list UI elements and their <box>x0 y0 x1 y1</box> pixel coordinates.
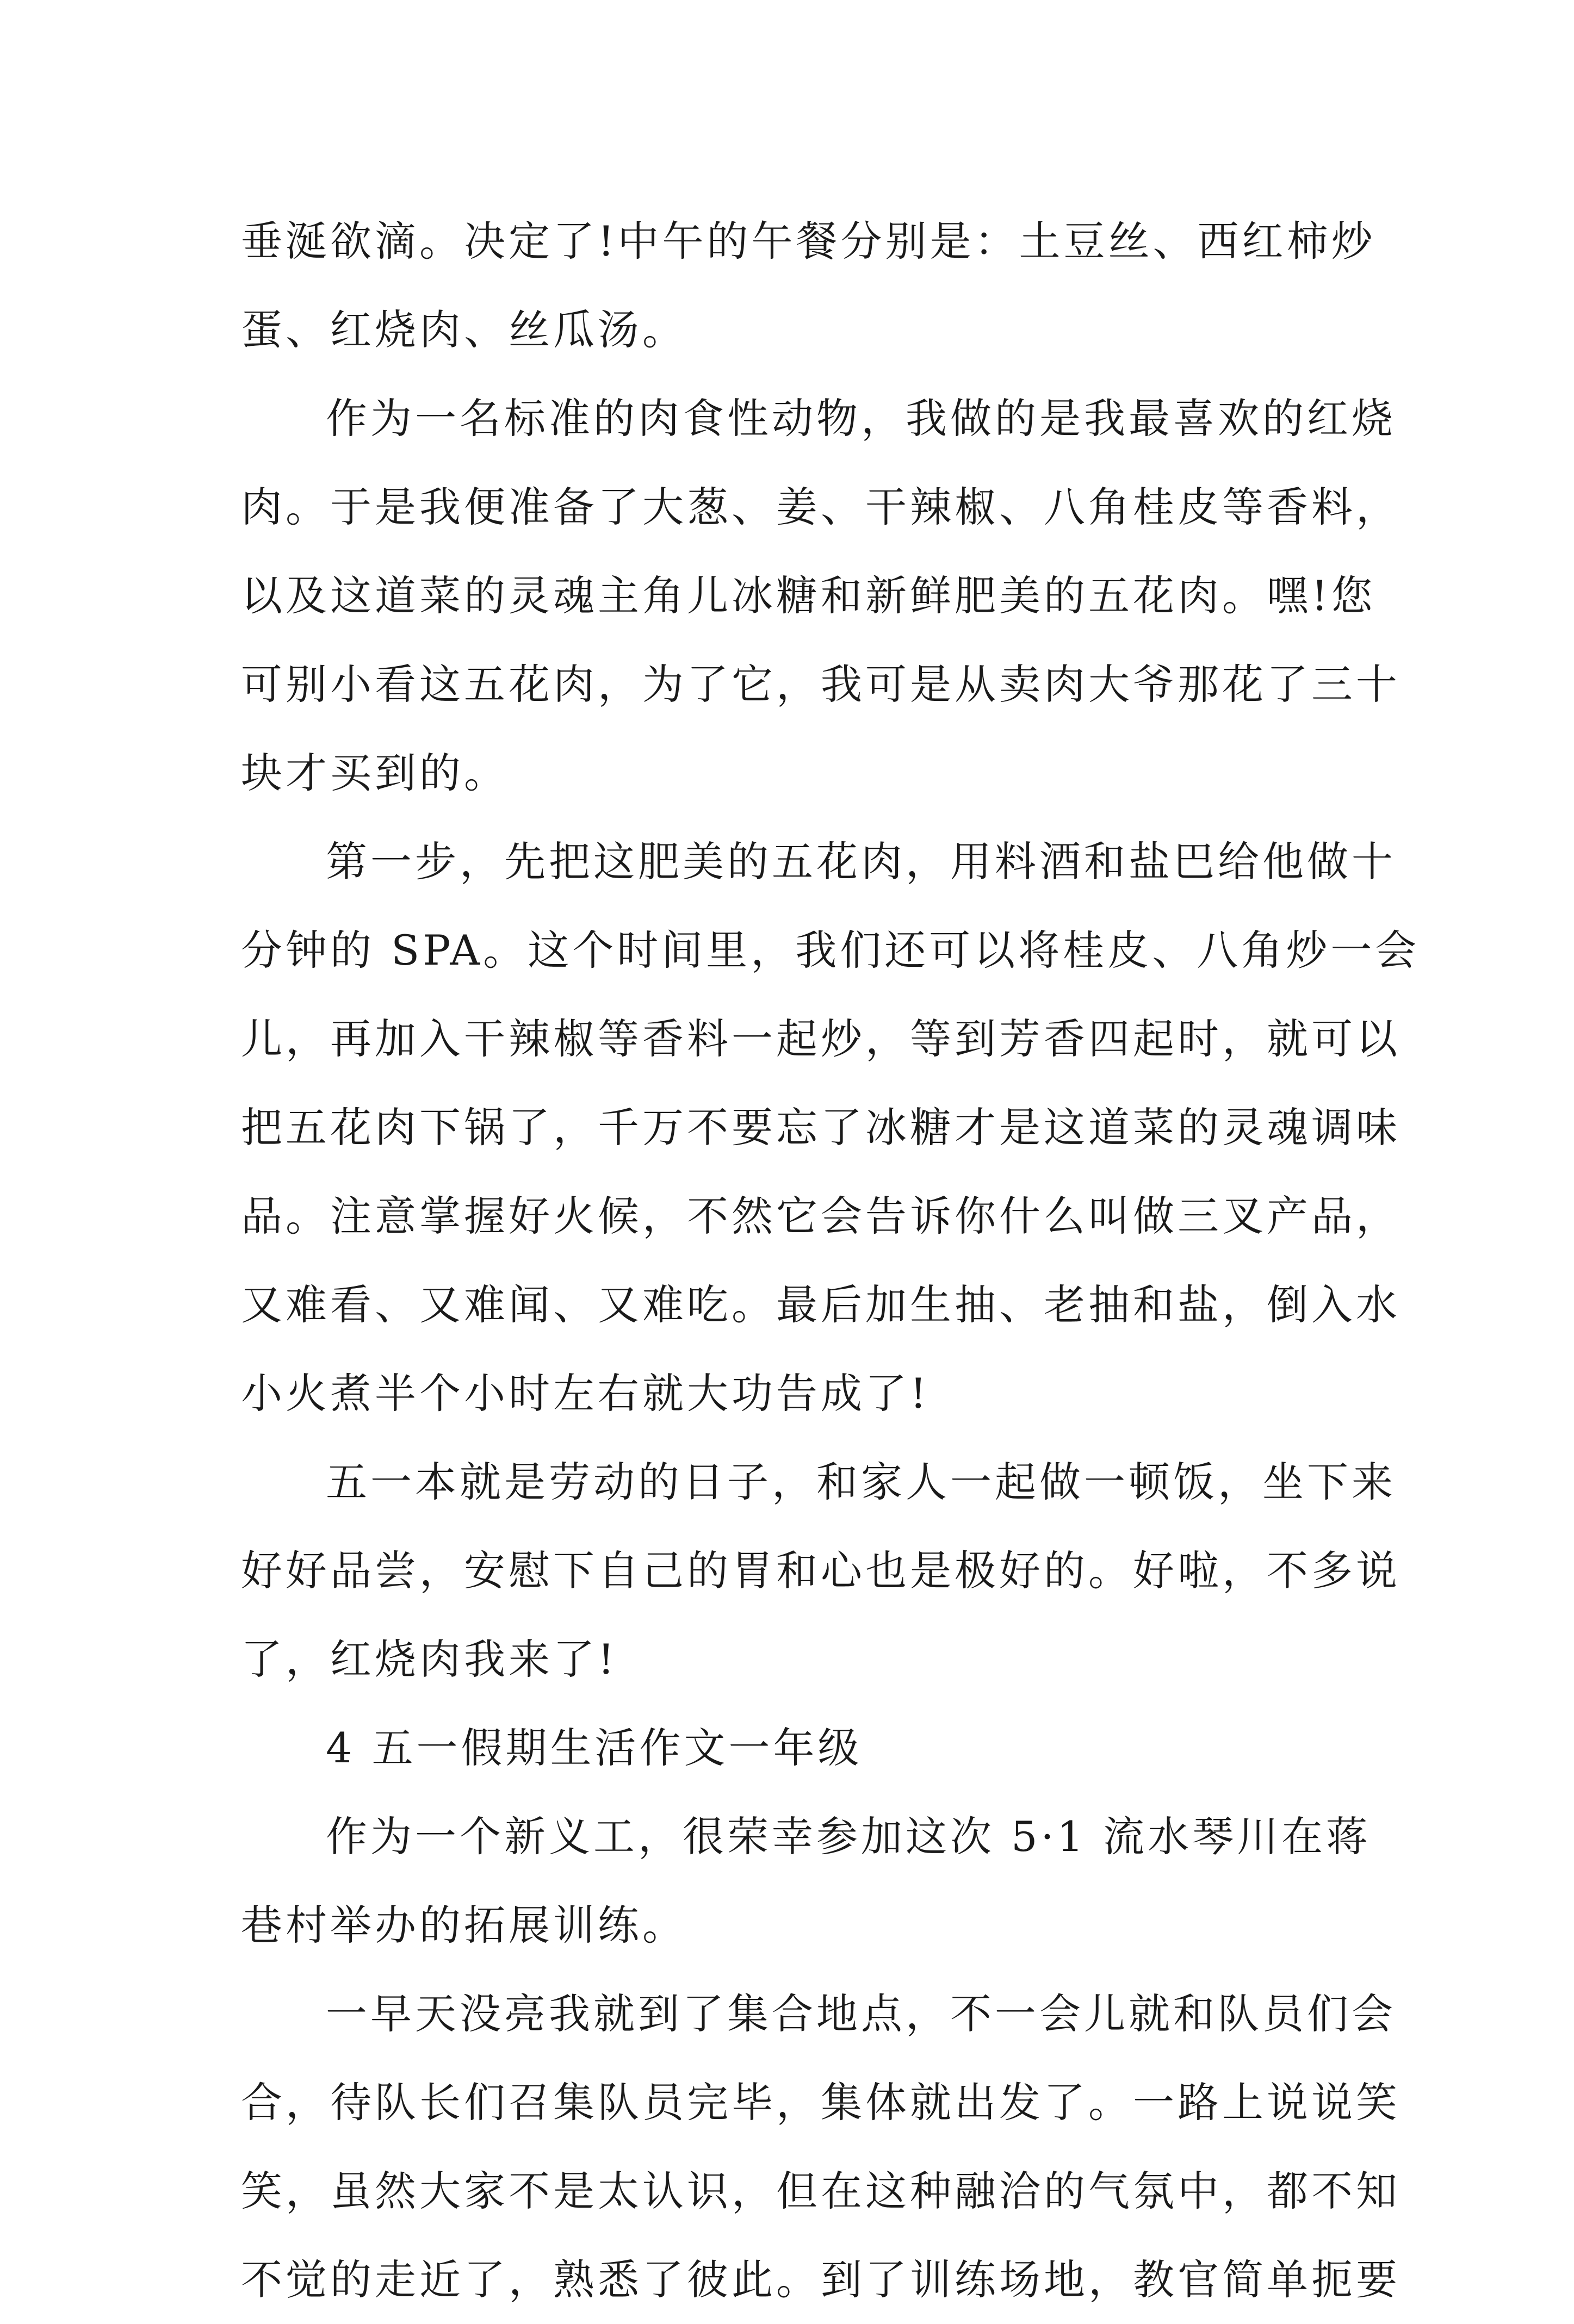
text-line: 儿，再加入干辣椒等香料一起炒，等到芳香四起时，就可以 <box>241 1015 1401 1063</box>
text-line: 巷村举办的拓展训练。 <box>241 1901 687 1949</box>
text-line: 垂涎欲滴。决定了!中午的午餐分别是：土豆丝、西红柿炒 <box>241 217 1376 265</box>
text-line: 一早天没亮我就到了集合地点，不一会儿就和队员们会 <box>326 1990 1396 2038</box>
text-line: 好好品尝，安慰下自己的胃和心也是极好的。好啦，不多说 <box>241 1546 1401 1595</box>
text-line: 五一本就是劳动的日子，和家人一起做一顿饭，坐下来 <box>326 1458 1396 1506</box>
text-line: 作为一个新义工，很荣幸参加这次 5·1 流水琴川在蒋 <box>326 1812 1371 1861</box>
text-line: 分钟的 SPA。这个时间里，我们还可以将桂皮、八角炒一会 <box>241 926 1420 974</box>
text-line: 品。注意掌握好火候，不然它会告诉你什么叫做三叉产品， <box>241 1192 1401 1240</box>
text-line: 了，红烧肉我来了! <box>241 1635 618 1683</box>
text-line: 第一步，先把这肥美的五花肉，用料酒和盐巴给他做十 <box>326 837 1396 886</box>
text-line: 合，待队长们召集队员完毕，集体就出发了。一路上说说笑 <box>241 2078 1401 2127</box>
text-line: 笑，虽然大家不是太认识，但在这种融洽的气氛中，都不知 <box>241 2167 1401 2215</box>
text-line: 又难看、又难闻、又难吃。最后加生抽、老抽和盐，倒入水 <box>241 1281 1401 1329</box>
text-line: 不觉的走近了，熟悉了彼此。到了训练场地，教官简单扼要 <box>241 2255 1401 2304</box>
text-line: 以及这道菜的灵魂主角儿冰糖和新鲜肥美的五花肉。嘿!您 <box>241 571 1376 620</box>
text-line: 小火煮半个小时左右就大功告成了! <box>241 1369 930 1418</box>
section-heading: 4 五一假期生活作文一年级 <box>326 1724 863 1772</box>
text-line: 把五花肉下锅了，千万不要忘了冰糖才是这道菜的灵魂调味 <box>241 1103 1401 1152</box>
text-line: 蛋、红烧肉、丝瓜汤。 <box>241 306 687 354</box>
text-line: 作为一名标准的肉食性动物，我做的是我最喜欢的红烧 <box>326 394 1396 443</box>
text-line: 可别小看这五花肉，为了它，我可是从卖肉大爷那花了三十 <box>241 660 1401 709</box>
text-line: 块才买到的。 <box>241 749 509 797</box>
text-line: 肉。于是我便准备了大葱、姜、干辣椒、八角桂皮等香料， <box>241 483 1401 531</box>
document-body <box>241 197 1420 2324</box>
